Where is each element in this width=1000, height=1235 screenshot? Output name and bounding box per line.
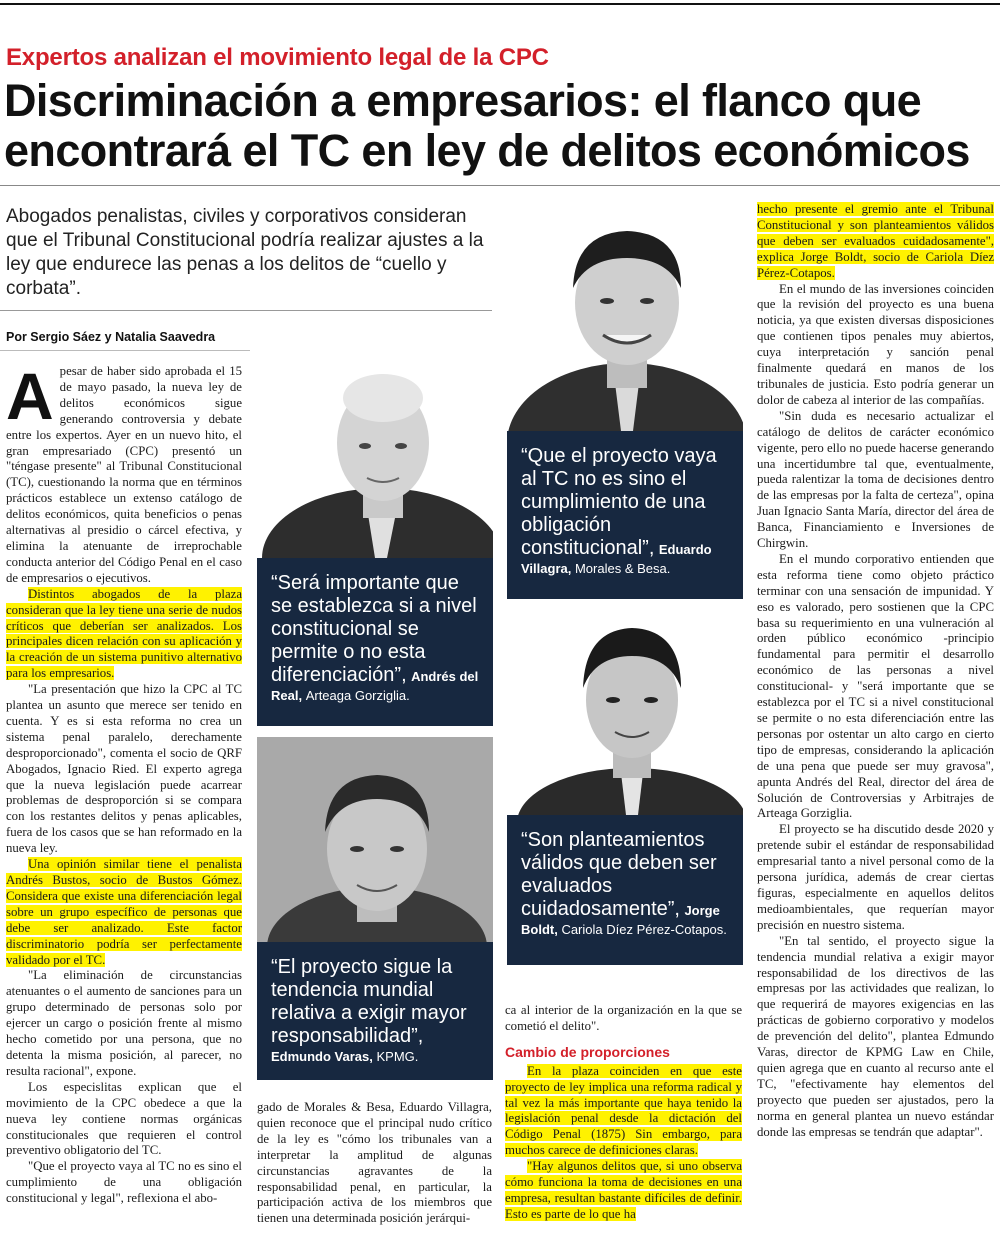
paragraph	[505, 1159, 742, 1223]
drop-cap: A	[6, 359, 54, 433]
highlighted-text: "Hay algunos delitos que, si uno observa cómo funciona la toma de decisiones en una empresa, resultan bastante difíciles de definir. Esto es parte de lo que ha	[505, 1159, 742, 1221]
photo-jorge-boldt	[507, 608, 743, 815]
column-2	[257, 1100, 492, 1227]
quote-firm: Morales & Besa.	[574, 561, 671, 576]
standfirst-divider	[0, 310, 492, 311]
paragraph-text: pesar de haber sido aprobada el 15 de mayo pasado, la nueva ley de delitos económicos sigue generando controversia y debate entre los expertos. Ayer en un nuevo hito, el gran empresariado (CPC) presentó un "téngase presente" al Tribunal Constitucional (TC), cuestionando la norma que en términos prácticos establece un extenso catálogo de delitos económicos, quita beneficios o penas alternativas al presidio o cárcel efectiva, y elimina la atenuante de irreprochable conducta anterior del Código Penal en el caso de empresarios o ejecutivos.	[6, 364, 242, 585]
quote-text: “El proyecto sigue la tendencia mundial relativa a exigir mayor responsabilidad”,	[271, 956, 467, 1047]
highlighted-text: En la plaza coinciden en que este proyecto de ley implica una reforma radical y tal vez la más importante que haya tenido la legislación penal desde la dictación del Código Penal (1875) Sin embargo, para muchos carece de definiciones claras.	[505, 1063, 742, 1158]
highlighted-text: Una opinión similar tiene el penalista Andrés Bustos, socio de Bustos Gómez. Considera que existe una diferenciación legal sobre un grupo específico de personas que debe ser analizado. Este factor discriminatorio podría ser perfectamente validado por el TC.	[6, 857, 242, 967]
paragraph	[6, 587, 242, 682]
column-1	[6, 359, 242, 1207]
paragraph: El proyecto se ha discutido desde 2020 y pretende subir el estándar de responsabilidad empresarial tanto a nivel personal como de la persona jurídica, además de crear ciertas figuras, especialmente en aquellos delitos medioambientales, que requerían mayor precisión en nuestro sistema.	[757, 822, 994, 932]
quote-author: Edmundo Varas,	[271, 1049, 377, 1064]
byline: Por Sergio Sáez y Natalia Saavedra	[6, 330, 216, 344]
paragraph: ca al interior de la organización en la que se cometió el delito".	[505, 1003, 742, 1033]
paragraph: Los especislitas explican que el movimiento de la CPC obedece a que la nueva ley contiene normas orgánicas constitucionales que requieren el control preventivo obligatorio del TC.	[6, 1079, 242, 1158]
headline: Discriminación a empresarios: el flanco que encontrará el TC en ley de delitos económicos	[4, 75, 970, 176]
paragraph	[505, 1064, 742, 1159]
photo-andres-del-real	[257, 358, 493, 558]
photo-edmundo-varas	[257, 737, 493, 942]
portrait-graphic	[257, 358, 493, 558]
paragraph	[6, 857, 242, 968]
highlighted-text: hecho presente el gremio ante el Tribunal Constitucional y son planteamientos válidos que deben ser evaluados cuidadosamente", explica Jorge Boldt, socio de Cariola Díez Pérez-Cotapos.	[757, 202, 994, 280]
paragraph: "En tal sentido, el proyecto sigue la tendencia mundial relativa a exigir mayor responsabilidad de los directivos de las empresas por las actividades que realizan, lo que requerirá de mayores exigencias en las prácticas de gobierno corporativo y modelos de prevención del delito", plantea Edmundo Varas, director de KPMG Law en Chile, quien agrega que en cuanto al recurso ante el TC, "efectivamente hay elementos del proyecto que pueden ser ajustados, pero la norma en general plantea un nuevo estándar donde las empresas se tendrán que adaptar".	[757, 933, 994, 1139]
paragraph: "La presentación que hizo la CPC al TC plantea un asunto que merece ser tenido en cuenta. Y es si esta reforma no crea un sistema penal paralelo, derechamente desproporcionado", comenta el socio de QRF Abogados, Ignacio Ried. El experto agrega que la nueva legislación puede acarrear problemas de desproporción si se compara con los restantes delitos y penas aplicables, fuera de los casos que se han reformado en la nueva ley.	[6, 682, 242, 856]
headline-divider	[0, 185, 1000, 186]
pull-quote-eduardo-villagra	[507, 431, 743, 599]
quote-text: “Son planteamientos válidos que deben ser evaluados cuidadosamente”,	[521, 829, 717, 920]
quote-firm: KPMG.	[376, 1049, 419, 1064]
byline-divider	[0, 350, 250, 351]
paragraph: "Sin duda es necesario actualizar el catálogo de delitos de carácter económico vigente, pero ello no puede hacerse generando una incertidumbre tal que, eventualmente, pueda ralentizar la toma de decisiones dentro de las empresas por la falta de certeza", opina Juan Ignacio Santa María, director del área de Banca, Financiamiento e Inversiones de Chirgwin.	[757, 408, 994, 551]
top-rule	[0, 3, 1000, 5]
quote-firm: Arteaga Gorziglia.	[305, 688, 410, 703]
paragraph: "Que el proyecto vaya al TC no es sino el cumplimiento de una obligación constitucional y legal", reflexiona el abo-	[6, 1159, 242, 1206]
section-subhead: Cambio de proporciones	[505, 1043, 670, 1060]
paragraph: En el mundo de las inversiones coinciden que la revisión del proyecto es una buena noticia, ya que existen diversas disposiciones que contienen tipos penales muy abiertos, cuya interpretación y sanción penal finalmente quedará en manos de los tribunales de justicia. Esto podría generar un dolor de cabeza al interior de las compañías.	[757, 281, 994, 407]
paragraph	[757, 202, 994, 282]
quote-firm: Cariola Díez Pérez-Cotapos.	[561, 922, 727, 937]
column-4	[757, 202, 994, 1140]
quote-author: Eduardo Villagra,	[521, 542, 712, 576]
quote-author: Andrés del Real,	[271, 669, 479, 703]
quote-text: “Que el proyecto vaya al TC no es sino el cumplimiento de una obligación constitucional”,	[521, 445, 717, 559]
pull-quote-jorge-boldt	[507, 815, 743, 965]
paragraph: gado de Morales & Besa, Eduardo Villagra, quien reconoce que el principal nudo crítico de la ley es "cómo los tribunales van a interpretar la amplitud de algunas circunstancias agravantes de la responsabilidad penal, en particular, la participación activa de los miembros que tienen una determinada posición jerárqui-	[257, 1100, 492, 1226]
portrait-graphic	[507, 608, 743, 815]
standfirst: Abogados penalistas, civiles y corporativos consideran que el Tribunal Constitucional podría realizar ajustes a la ley que endurece las penas a los delitos de “cuello y corbata”.	[6, 206, 484, 299]
quote-text: “Será importante que se establezca si a nivel constitucional se permite o no esta diferenciación”,	[271, 572, 477, 686]
pull-quote-edmundo-varas	[257, 942, 493, 1080]
column-3	[505, 1003, 742, 1223]
portrait-graphic	[257, 737, 493, 942]
photo-eduardo-villagra	[507, 203, 743, 431]
paragraph	[6, 359, 242, 587]
paragraph: "La eliminación de circunstancias atenuantes o el aumento de sanciones para un grupo determinado de personas solo por ejercer un cargo o posición frente al mismo hecho cometido por una persona, que no detenta la misma posición, al parecer, no resulta racional", expone.	[6, 968, 242, 1078]
highlighted-text: Distintos abogados de la plaza consideran que la ley tiene una serie de nudos críticos que deberían ser analizados. Los principales dicen relación con su aplicación y la creación de un sistema punitivo alternativo para los empresarios.	[6, 586, 242, 681]
portrait-graphic	[507, 203, 743, 431]
pull-quote-andres-del-real	[257, 558, 493, 726]
paragraph: En el mundo corporativo entienden que esta reforma tiene como objeto práctico terminar con una sensación de impunidad. Y eso es valorado, pero sostienen que la CPC basa su requerimiento en una vulneración al orden público económico -principio fundamental para permitir el desarrollo económico de las personas a nivel constitucional- y "será importante que se establezca por el TC si a nivel constitucional se permite o no esta diferenciación entre las personas por ostentar un alto cargo en cierto tipo de empresas, considerando la aplicación de una pena que puede ser muy gravosa", apunta Andrés del Real, director del área de Solución de Controversias y Arbitrajes de Arteaga Gorziglia.	[757, 551, 994, 821]
kicker: Expertos analizan el movimiento legal de la CPC	[6, 44, 549, 71]
quote-author: Jorge Boldt,	[521, 903, 720, 937]
